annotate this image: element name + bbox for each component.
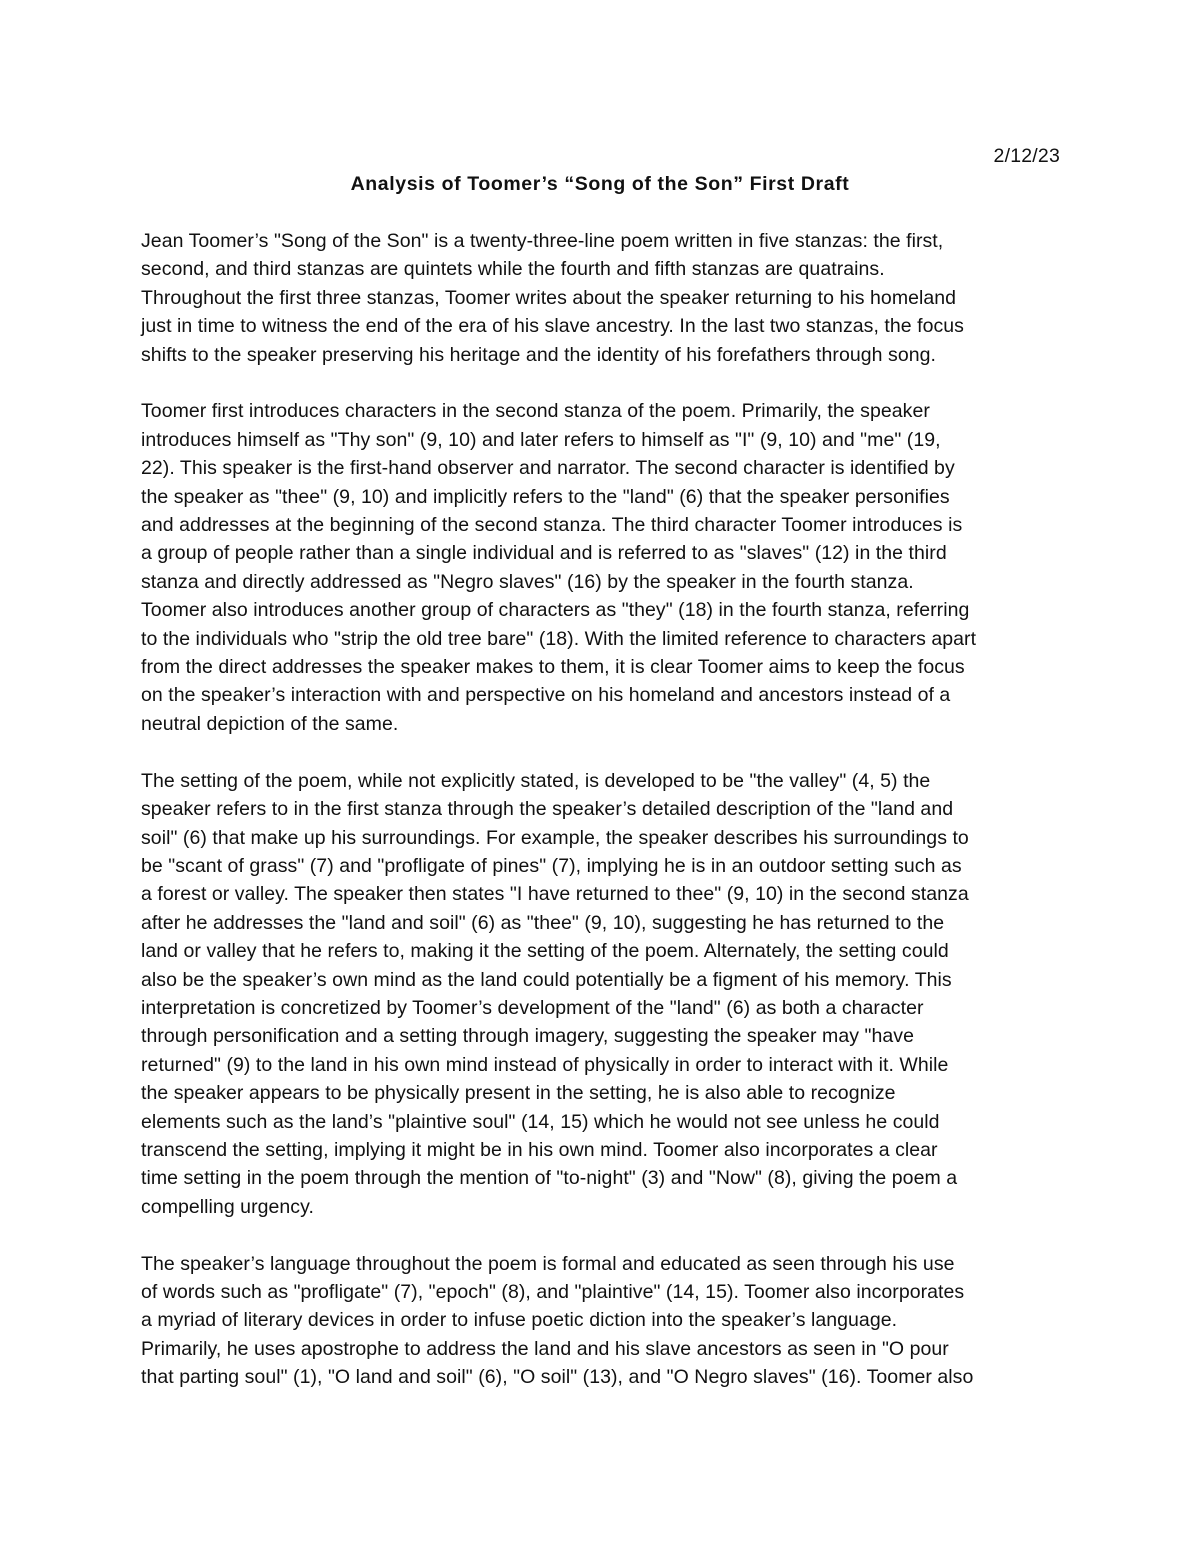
paragraph-line: after he addresses the "land and soil" (6) as "thee" (9, 10), suggesting he has returned to the bbox=[141, 911, 945, 934]
paragraph-line: time setting in the poem through the mention of "to-night" (3) and "Now" (8), giving the poem a bbox=[141, 1167, 958, 1190]
paragraph-line: stanza and directly addressed as "Negro slaves" (16) by the speaker in the fourth stanza. bbox=[141, 570, 914, 593]
paragraph-line: second, and third stanzas are quintets while the fourth and fifth stanzas are quatrains. bbox=[141, 258, 885, 281]
paragraph-line: the speaker appears to be physically present in the setting, he is also able to recognize bbox=[141, 1082, 896, 1105]
paragraph-line: through personification and a setting through imagery, suggesting the speaker may "have bbox=[141, 1025, 914, 1048]
paragraph-line: the speaker as "thee" (9, 10) and implicitly refers to the "land" (6) that the speaker personifies bbox=[141, 485, 950, 508]
paragraph-line: that parting soul" (1), "O land and soil" (6), "O soil" (13), and "O Negro slaves" (16). Toomer also bbox=[141, 1366, 974, 1389]
paragraph-line: The speaker’s language throughout the poem is formal and educated as seen through his use bbox=[141, 1252, 955, 1275]
paragraph-1 bbox=[141, 227, 1061, 369]
paragraph-line: land or valley that he refers to, making it the setting of the poem. Alternately, the setting could bbox=[141, 940, 949, 963]
paragraph-line: to the individuals who "strip the old tree bare" (18). With the limited reference to characters apart bbox=[141, 627, 977, 650]
paragraph-4 bbox=[141, 1250, 1061, 1392]
paragraph-line: neutral depiction of the same. bbox=[141, 712, 399, 735]
paragraph-line: a forest or valley. The speaker then states "I have returned to thee" (9, 10) in the second stanza bbox=[141, 883, 969, 906]
paragraph-line: shifts to the speaker preserving his heritage and the identity of his forefathers through song. bbox=[141, 343, 936, 366]
paragraph-line: of words such as "profligate" (7), "epoch" (8), and "plaintive" (14, 15). Toomer also incorporates bbox=[141, 1280, 965, 1303]
paragraph-line: 22). This speaker is the first-hand observer and narrator. The second character is identified by bbox=[141, 457, 955, 480]
paragraph-line: Throughout the first three stanzas, Toomer writes about the speaker returning to his homeland bbox=[141, 286, 957, 309]
document-date: 2/12/23 bbox=[993, 145, 1060, 167]
document-body bbox=[141, 227, 1061, 1420]
paragraph-line: introduces himself as "Thy son" (9, 10) and later refers to himself as "I" (9, 10) and "me" (19, bbox=[141, 428, 941, 451]
paragraph-line: Toomer also introduces another group of characters as "they" (18) in the fourth stanza, referring bbox=[141, 599, 970, 622]
paragraph-line: Jean Toomer’s "Song of the Son" is a twenty-three-line poem written in five stanzas: the first, bbox=[141, 230, 944, 252]
paragraph-2 bbox=[141, 397, 1061, 738]
paragraph-line: compelling urgency. bbox=[141, 1195, 314, 1218]
paragraph-line: a myriad of literary devices in order to infuse poetic diction into the speaker’s language. bbox=[141, 1309, 898, 1332]
paragraph-line: a group of people rather than a single individual and is referred to as "slaves" (12) in the third bbox=[141, 542, 947, 565]
paragraph-line: speaker refers to in the first stanza through the speaker’s detailed description of the "land and bbox=[141, 798, 954, 821]
paragraph-line: from the direct addresses the speaker makes to them, it is clear Toomer aims to keep the focus bbox=[141, 656, 965, 679]
paragraph-line: returned" (9) to the land in his own mind instead of physically in order to interact with it. While bbox=[141, 1053, 949, 1076]
paragraph-line: and addresses at the beginning of the second stanza. The third character Toomer introduces is bbox=[141, 514, 963, 537]
paragraph-line: just in time to witness the end of the era of his slave ancestry. In the last two stanzas, the focus bbox=[141, 315, 964, 338]
paragraph-line: interpretation is concretized by Toomer’s development of the "land" (6) as both a character bbox=[141, 996, 924, 1019]
paragraph-line: also be the speaker’s own mind as the land could potentially be a figment of his memory. This bbox=[141, 968, 952, 991]
paragraph-line: Toomer first introduces characters in the second stanza of the poem. Primarily, the speaker bbox=[141, 400, 930, 423]
paragraph-line: be "scant of grass" (7) and "profligate of pines" (7), implying he is in an outdoor setting such as bbox=[141, 854, 962, 877]
paragraph-line: transcend the setting, implying it might be in his own mind. Toomer also incorporates a clear bbox=[141, 1138, 938, 1161]
paragraph-line: soil" (6) that make up his surroundings. For example, the speaker describes his surroundings to bbox=[141, 826, 969, 849]
paragraph-line: Primarily, he uses apostrophe to address the land and his slave ancestors as seen in "O pour bbox=[141, 1337, 949, 1360]
paragraph-line: on the speaker’s interaction with and perspective on his homeland and ancestors instead of a bbox=[141, 684, 951, 707]
paragraph-line: The setting of the poem, while not explicitly stated, is developed to be "the valley" (4, 5) the bbox=[141, 769, 931, 792]
document-title: Analysis of Toomer’s “Song of the Son” First Draft bbox=[350, 173, 850, 195]
paragraph-line: elements such as the land’s "plaintive soul" (14, 15) which he would not see unless he could bbox=[141, 1110, 940, 1133]
paragraph-3 bbox=[141, 767, 1061, 1222]
